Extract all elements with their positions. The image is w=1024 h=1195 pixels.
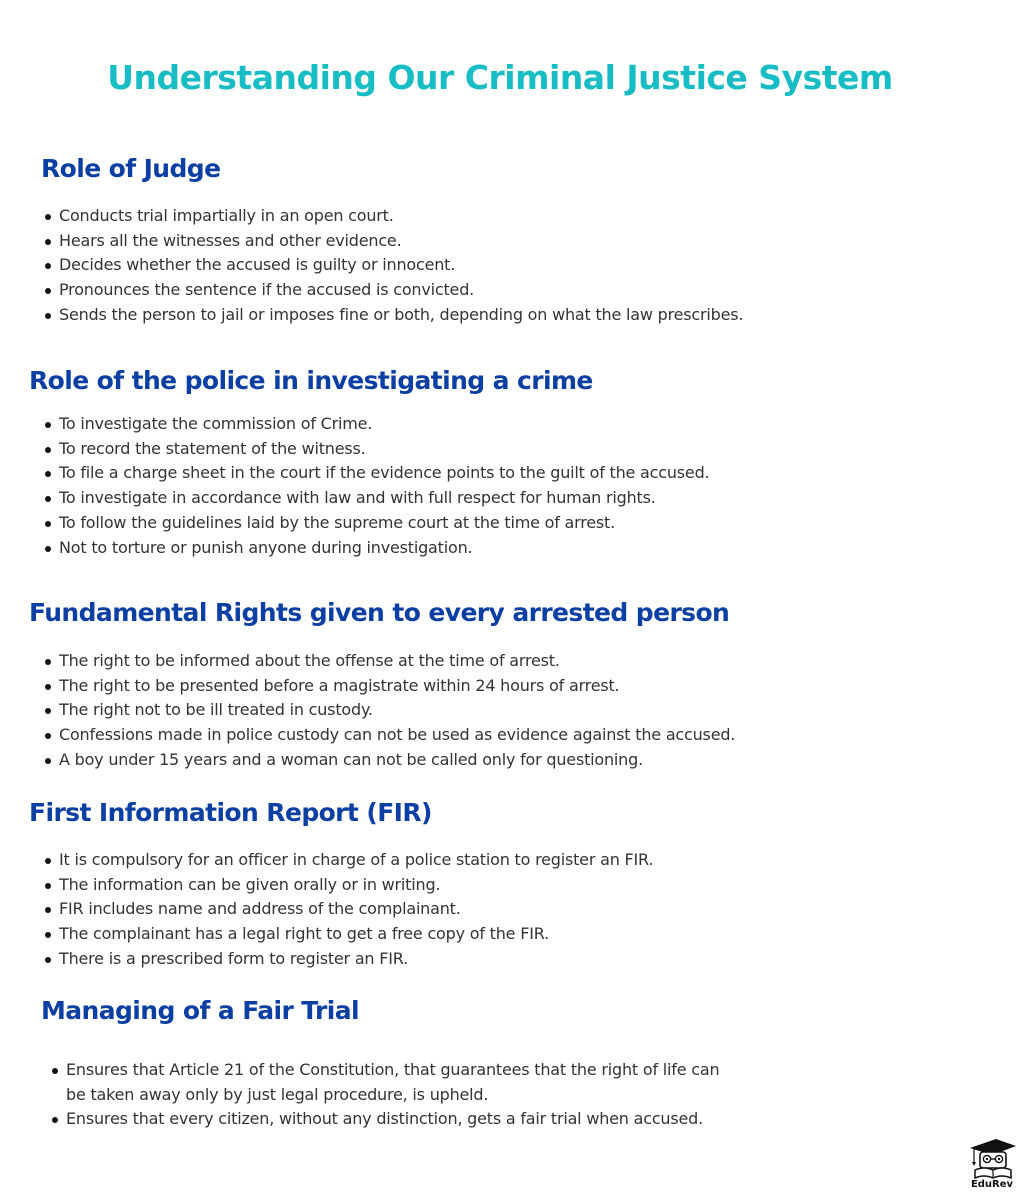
section-heading: Role of Judge — [41, 154, 221, 183]
list-item: A boy under 15 years and a woman can not be called only for questioning. — [45, 748, 735, 773]
list-item: Confessions made in police custody can not be used as evidence against the accused. — [45, 723, 735, 748]
section-role-of-judge — [41, 154, 743, 328]
list-item: Conducts trial impartially in an open court. — [45, 204, 743, 229]
list-item: Not to torture or punish anyone during investigation. — [45, 536, 709, 561]
section-first-information-report — [29, 798, 653, 972]
section-role-of-police — [29, 366, 709, 560]
bullet-list — [45, 204, 743, 328]
section-heading: Fundamental Rights given to every arrested person — [29, 598, 730, 627]
section-managing-fair-trial — [41, 996, 742, 1132]
list-item: Ensures that Article 21 of the Constitution, that guarantees that the right of life can be taken away only by just legal procedure, is upheld. — [52, 1058, 742, 1107]
section-fundamental-rights — [29, 598, 735, 773]
section-heading: Role of the police in investigating a crime — [29, 366, 593, 395]
list-item: The right to be presented before a magistrate within 24 hours of arrest. — [45, 674, 735, 699]
logo-text: EduRev — [970, 1179, 1014, 1190]
list-item: Pronounces the sentence if the accused is convicted. — [45, 278, 743, 303]
list-item: To investigate the commission of Crime. — [45, 412, 709, 437]
list-item: To investigate in accordance with law and with full respect for human rights. — [45, 486, 709, 511]
list-item: It is compulsory for an officer in charge of a police station to register an FIR. — [45, 848, 653, 873]
list-item: Hears all the witnesses and other evidence. — [45, 229, 743, 254]
edurev-logo — [966, 1136, 1018, 1192]
list-item: There is a prescribed form to register an FIR. — [45, 947, 653, 972]
list-item: Decides whether the accused is guilty or innocent. — [45, 253, 743, 278]
bullet-list — [45, 412, 709, 560]
graduation-cap-reader-icon — [966, 1136, 1018, 1180]
list-item: The right to be informed about the offense at the time of arrest. — [45, 649, 735, 674]
section-heading: First Information Report (FIR) — [29, 798, 432, 827]
list-item: To record the statement of the witness. — [45, 437, 709, 462]
bullet-list — [52, 1058, 742, 1132]
list-item: The right not to be ill treated in custody. — [45, 698, 735, 723]
list-item: To follow the guidelines laid by the supreme court at the time of arrest. — [45, 511, 709, 536]
list-item: The information can be given orally or in writing. — [45, 873, 653, 898]
bullet-list — [45, 848, 653, 972]
page-title: Understanding Our Criminal Justice System — [107, 58, 893, 98]
list-item: To file a charge sheet in the court if the evidence points to the guilt of the accused. — [45, 461, 709, 486]
list-item: Ensures that every citizen, without any distinction, gets a fair trial when accused. — [52, 1107, 742, 1132]
list-item: The complainant has a legal right to get a free copy of the FIR. — [45, 922, 653, 947]
bullet-list — [45, 649, 735, 773]
list-item: Sends the person to jail or imposes fine or both, depending on what the law prescribes. — [45, 303, 743, 328]
section-heading: Managing of a Fair Trial — [41, 996, 359, 1025]
list-item: FIR includes name and address of the complainant. — [45, 897, 653, 922]
